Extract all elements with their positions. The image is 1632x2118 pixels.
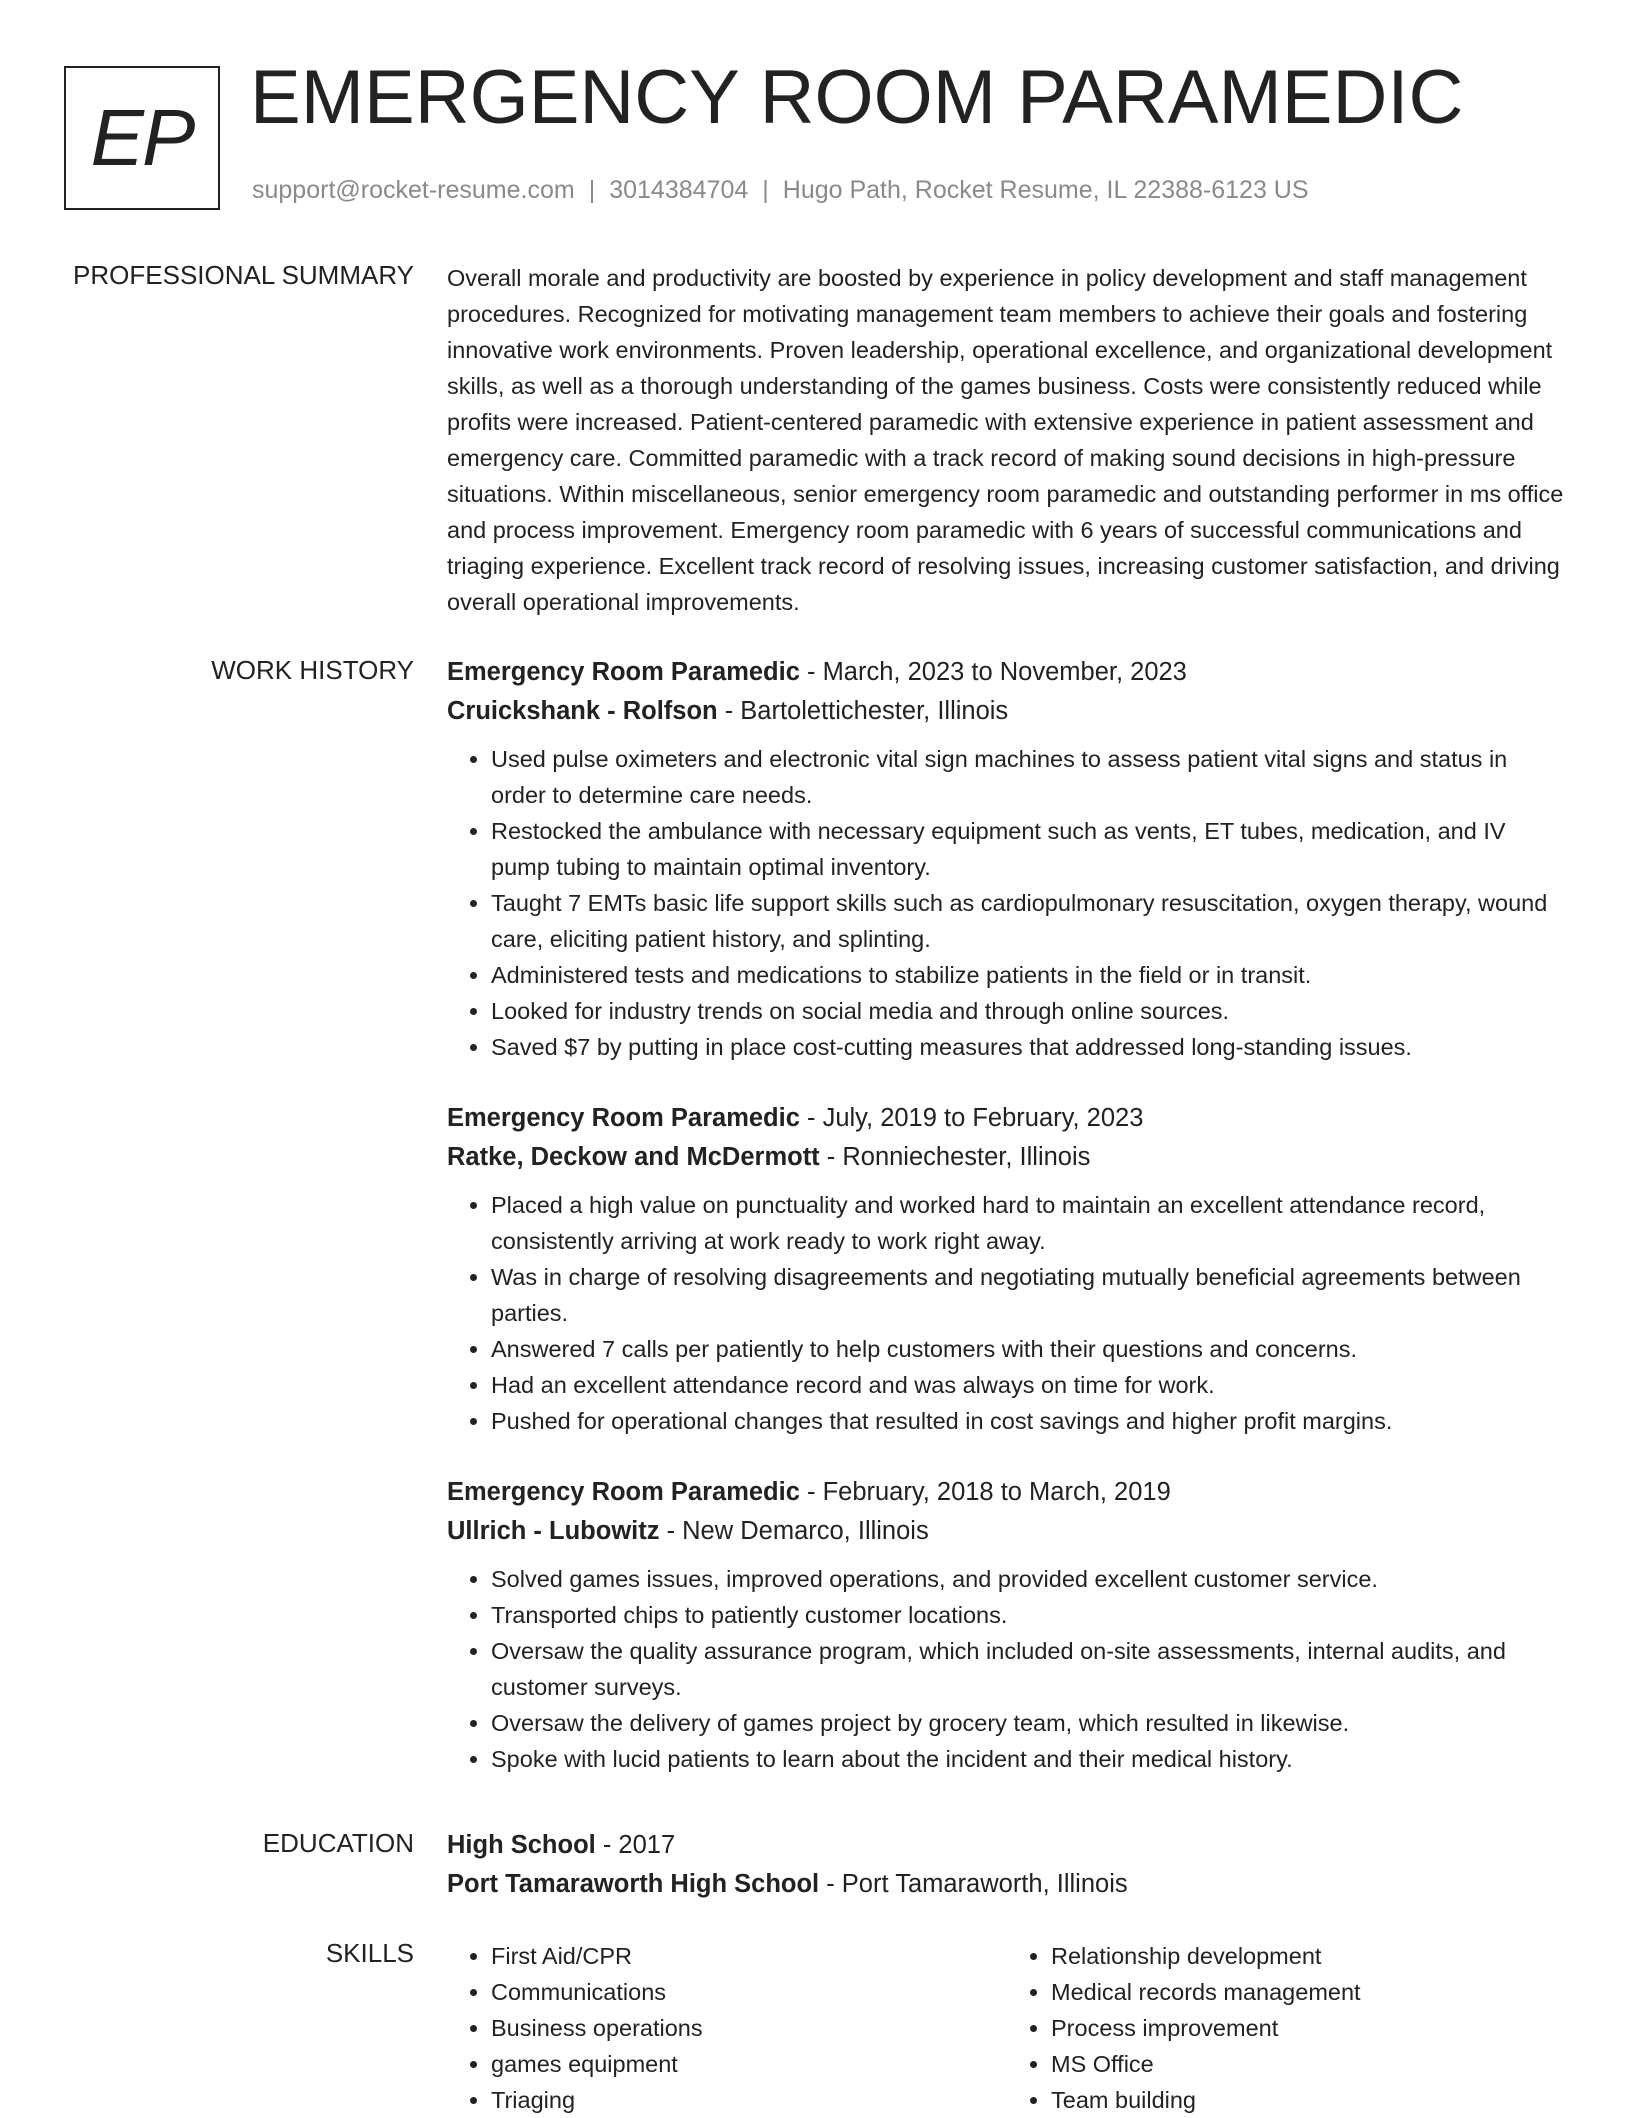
skill-item: • games equipment xyxy=(491,2046,1007,2082)
job-bullet: • Looked for industry trends on social media and through online sources. xyxy=(491,993,1567,1029)
resume-title: EMERGENCY ROOM PARAMEDIC xyxy=(250,55,1464,140)
skill-item: • First Aid/CPR xyxy=(491,1938,1007,1974)
job-role-line xyxy=(447,1473,1567,1512)
job-bullet: • Had an excellent attendance record and was always on time for work. xyxy=(491,1367,1567,1403)
job-bullet: • Oversaw the quality assurance program, which included on-site assessments, internal audits, and customer surveys. xyxy=(491,1633,1567,1705)
job-bullet: • Pushed for operational changes that resulted in cost savings and higher profit margins. xyxy=(491,1403,1567,1439)
section-title-work-history: WORK HISTORY xyxy=(211,655,414,685)
education-school-line xyxy=(447,1865,1567,1904)
skills-list xyxy=(447,1938,1567,2118)
job-bullet: • Taught 7 EMTs basic life support skills such as cardiopulmonary resuscitation, oxygen therapy, wound care, eliciting patient history, and splinting. xyxy=(491,885,1567,957)
job-bullet: • Spoke with lucid patients to learn about the incident and their medical history. xyxy=(491,1741,1567,1777)
job-bullet: • Was in charge of resolving disagreements and negotiating mutually beneficial agreements between parties. xyxy=(491,1259,1567,1331)
education-degree-line xyxy=(447,1826,1567,1865)
skill-item: • Relationship development xyxy=(1051,1938,1567,1974)
job-dates: - February, 2018 to March, 2019 xyxy=(799,1478,1171,1506)
skill-item: • Medical records management xyxy=(1051,1974,1567,2010)
contact-separator: | xyxy=(762,176,769,204)
job-company-line xyxy=(447,1512,1567,1551)
job-dates: - March, 2023 to November, 2023 xyxy=(799,658,1187,686)
job-company: Cruickshank - Rolfson xyxy=(447,697,718,725)
contact-separator: | xyxy=(588,176,596,204)
skills-column-left xyxy=(447,1938,1007,2118)
contact-phone[interactable]: 3014384704 xyxy=(609,176,749,204)
monogram-logo: EP xyxy=(64,66,220,210)
skill-item: • MS Office xyxy=(1051,2046,1567,2082)
job-bullet: • Oversaw the delivery of games project by grocery team, which resulted in likewise. xyxy=(491,1705,1567,1741)
job-bullet: • Transported chips to patiently customer locations. xyxy=(491,1597,1567,1633)
skills-column-right xyxy=(1007,1938,1567,2118)
job-entry xyxy=(447,653,1567,1065)
job-entry xyxy=(447,1099,1567,1439)
education-year: - 2017 xyxy=(595,1831,676,1859)
education-school: Port Tamaraworth High School xyxy=(447,1870,820,1898)
section-title-summary: PROFESSIONAL SUMMARY xyxy=(73,260,414,290)
job-bullet: • Answered 7 calls per patiently to help customers with their questions and concerns. xyxy=(491,1331,1567,1367)
skill-item: • Communications xyxy=(491,1974,1007,2010)
summary-text: Overall morale and productivity are boosted by experience in policy development and staff management procedures. Recognized for motivating management team members to achieve their goals and fostering innovative work environments. Proven leadership, operational excellence, and organizational development skills, as well as a thorough understanding of the games business. Costs were consistently reduced while profits were increased. Patient-centered paramedic with extensive experience in patient assessment and emergency care. Committed paramedic with a track record of making sound decisions in high-pressure situations. Within miscellaneous, senior emergency room paramedic and outstanding performer in ms office and process improvement. Emergency room paramedic with 6 years of successful communications and triaging experience. Excellent track record of resolving issues, increasing customer satisfaction, and driving overall operational improvements. xyxy=(447,265,1564,615)
job-company: Ullrich - Lubowitz xyxy=(447,1517,660,1545)
job-bullet: • Saved $7 by putting in place cost-cutting measures that addressed long-standing issues. xyxy=(491,1029,1567,1065)
job-company: Ratke, Deckow and McDermott xyxy=(447,1143,820,1171)
job-location: - Bartolettichester, Illinois xyxy=(717,697,1009,725)
skill-item: • Business operations xyxy=(491,2010,1007,2046)
skill-item: • Triaging xyxy=(491,2082,1007,2118)
job-role: Emergency Room Paramedic xyxy=(447,1104,800,1132)
job-bullet: • Restocked the ambulance with necessary equipment such as vents, ET tubes, medication, and IV pump tubing to maintain optimal inventory. xyxy=(491,813,1567,885)
job-bullet: • Used pulse oximeters and electronic vital sign machines to assess patient vital signs and status in order to determine care needs. xyxy=(491,741,1567,813)
job-dates: - July, 2019 to February, 2023 xyxy=(799,1104,1144,1132)
job-bullet: • Administered tests and medications to stabilize patients in the field or in transit. xyxy=(491,957,1567,993)
skills-grid xyxy=(447,1938,1567,2118)
job-location: - New Demarco, Illinois xyxy=(659,1517,929,1545)
job-role: Emergency Room Paramedic xyxy=(447,658,800,686)
job-bullet: • Placed a high value on punctuality and worked hard to maintain an excellent attendance record, consistently arriving at work ready to work right away. xyxy=(491,1187,1567,1259)
job-role: Emergency Room Paramedic xyxy=(447,1478,800,1506)
job-bullets xyxy=(447,1561,1567,1777)
job-bullet: • Solved games issues, improved operations, and provided excellent customer service. xyxy=(491,1561,1567,1597)
job-entry xyxy=(447,1473,1567,1777)
section-title-skills: SKILLS xyxy=(325,1938,414,1968)
skill-item: • Team building xyxy=(1051,2082,1567,2118)
job-role-line xyxy=(447,653,1567,692)
job-bullets xyxy=(447,741,1567,1065)
skill-item: • Process improvement xyxy=(1051,2010,1567,2046)
contact-line xyxy=(252,176,1309,205)
contact-address: Hugo Path, Rocket Resume, IL 22388-6123 US xyxy=(782,176,1309,204)
education-entry xyxy=(447,1826,1567,1904)
section-title-education: EDUCATION xyxy=(262,1828,414,1858)
education-degree: High School xyxy=(447,1831,596,1859)
contact-email[interactable]: support@rocket-resume.com xyxy=(252,176,575,204)
job-company-line xyxy=(447,692,1567,731)
job-bullets xyxy=(447,1187,1567,1439)
job-company-line xyxy=(447,1138,1567,1177)
job-role-line xyxy=(447,1099,1567,1138)
education-location: - Port Tamaraworth, Illinois xyxy=(819,1870,1128,1898)
job-location: - Ronniechester, Illinois xyxy=(819,1143,1091,1171)
work-history-list xyxy=(447,653,1567,1811)
